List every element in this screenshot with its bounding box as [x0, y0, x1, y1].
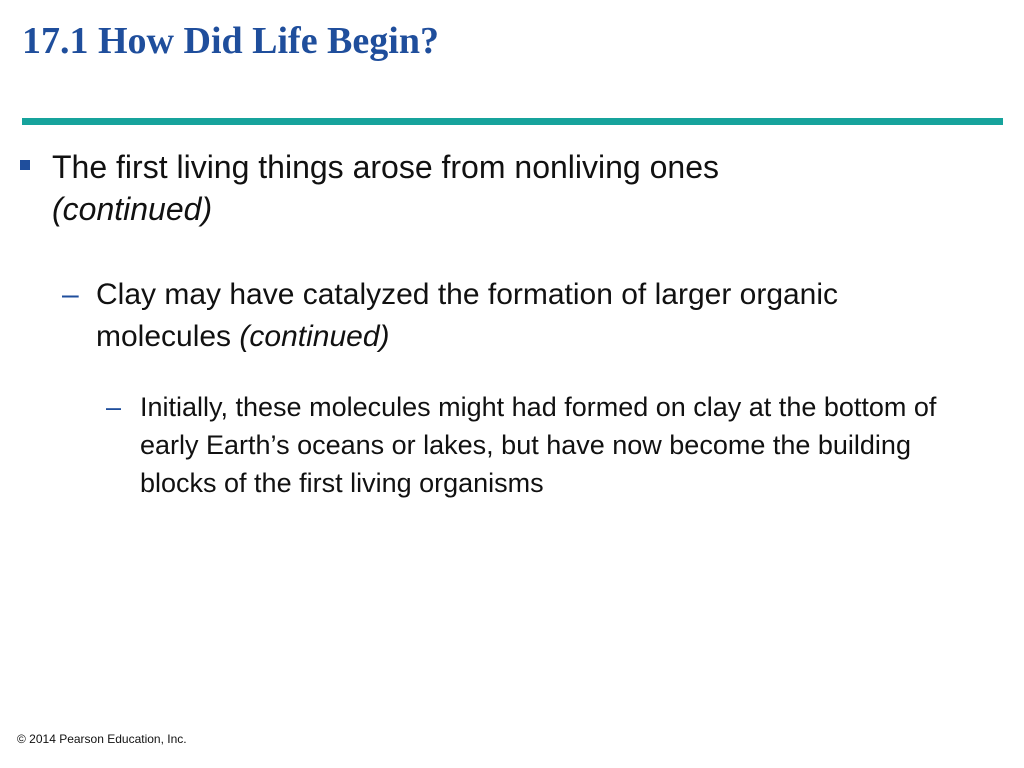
bullet-level-3-text: Initially, these molecules might had formed on clay at the bottom of early Earth’s oceans or lakes, but have now become the building blocks of the first living organisms	[140, 392, 937, 498]
bullet-level-1-main: The first living things arose from nonliving ones	[52, 149, 719, 185]
copyright-footer: © 2014 Pearson Education, Inc.	[17, 732, 187, 746]
dash-bullet-icon: –	[62, 278, 79, 311]
square-bullet-icon	[20, 160, 30, 170]
title-divider	[22, 118, 1003, 125]
bullet-level-2-main: Clay may have catalyzed the formation of larger organic molecules	[96, 278, 839, 353]
bullet-level-2-continued: (continued)	[239, 320, 390, 353]
bullet-level-3	[106, 388, 966, 502]
bullet-level-2	[62, 274, 922, 358]
bullet-level-2-text	[96, 274, 922, 358]
bullet-level-1-text	[52, 146, 719, 230]
bullet-level-1	[20, 146, 920, 230]
dash-bullet-icon: –	[106, 392, 122, 422]
bullet-level-1-continued: (continued)	[52, 191, 213, 227]
slide-title: 17.1 How Did Life Begin?	[22, 20, 439, 62]
